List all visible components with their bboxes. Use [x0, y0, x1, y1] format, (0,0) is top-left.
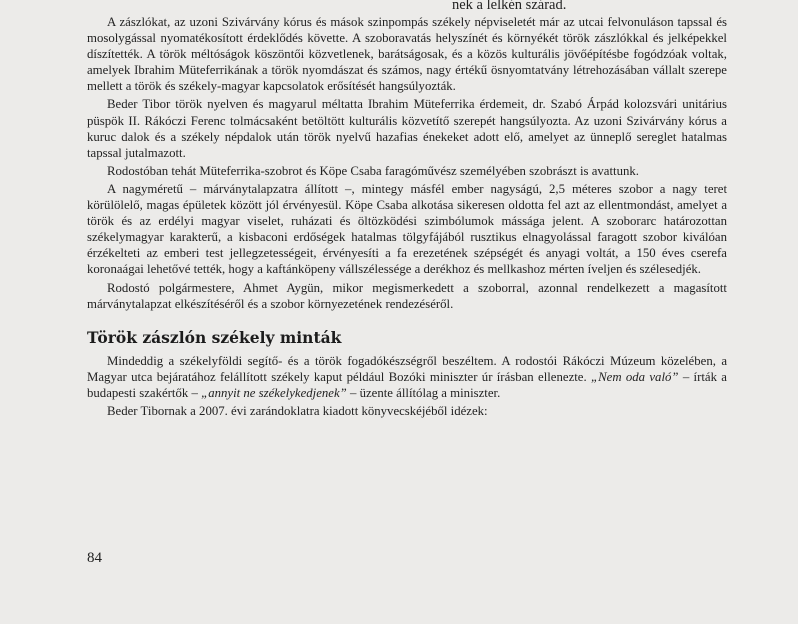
- paragraph-citation-intro: Beder Tibornak a 2007. évi zarándoklatra kiadott könyvecskéjéből idézek:: [107, 403, 488, 418]
- paragraph-speeches: Beder Tibor török nyelven és magyarul méltatta Ibrahim Müteferrika érdemeit, dr. Szabó Árpád kolozsvári unitárius püspök II. Rákóczi Ferenc tolmácsaként betöltött kulturális közvetítő szerepét hangsúlyozta. Az uzoni Szivárvány kórus a kuruc dalok és a székely népdalok után török nyelvű hazafias énekeket adott elő, amelyet az ünneplő sereglet hatalmas tapssal jutalmazott.: [87, 97, 727, 160]
- gate-text-after: – üzente állítólag a miniszter.: [346, 385, 501, 400]
- quote-szekely: „annyit ne székelykedjenek”: [201, 385, 347, 400]
- paragraph-statue-description: A nagyméretű – márványtalapzatra állított –, mintegy másfél ember nagyságú, 2,5 méteres szobor a nagy teret körülölelő, magas épületek között jól érvényesül. Köpe Csaba alkotása sikeresen oldotta fel azt az ellentmondást, amelyet a török és az erdélyi magyar viselet, ruházati és öltözködési szimbólumok mássága jelent. A szoborarc határozottan székelymagyar karakterű, a kisbaconi erdőségek hatalmas tölgyfájából rusztikus elnagyolással faragott szobor kiválóan érzékelteti az emberi test jellegzetességeit, érvényesíti a fa erezetének szépségét és anyagi voltát, a 150 éves cserefa koronaágai lehetővé tették, hogy a kaftánköpeny vállszélessége a derékhoz és mellkashoz mérten íveljen és szélesedjék.: [87, 181, 727, 277]
- paragraph-inauguration: Rodostóban tehát Müteferrika-szobrot és Köpe Csaba faragóművész személyében szobrászt is avattunk.: [107, 163, 639, 178]
- paragraph-szekely-gate: [87, 353, 727, 401]
- body-text: [87, 14, 727, 421]
- quote-not-belonging: „Nem oda való”: [591, 369, 679, 384]
- page-number: 84: [87, 550, 102, 566]
- section-heading: Török zászlón székely minták: [87, 327, 342, 347]
- gate-text-before: Mindeddig a székelyföldi segítő- és a török fogadókészségről beszéltem. A rodostói Rákóczi Múzeum közelében, a Magyar utca bejáratához felállított székely kaput például Bozóki miniszter úr írásban ellenezte.: [87, 353, 727, 384]
- paragraph-mayor: Rodostó polgármestere, Ahmet Aygün, mikor megismerkedett a szoborral, azonnal rendelkezett a magasított márványtalapzat elkészítéséről és a szobor környezetének rendezéséről.: [87, 280, 727, 311]
- paragraph-flags-procession: A zászlókat, az uzoni Szivárvány kórus és mások szinpompás székely népviseletét már az utcai felvonuláson tapssal és mosolygással nyomatékosított érdeklődés követte. A szoboravatás helyszínét és környékét török zászlókkal és jelképekkel díszítették. A török méltóságok köszöntői közvetlenek, barátságosak, és a közös kulturális jövőépítésbe fogódzóak voltak, amelyek Ibrahim Müteferrikának a török nyomdászat és számos, nagy értékű ösnyomtatvány létrehozásában vállalt szerepe mellett a török és székely-magyar kapcsolatok erősítését hangsúlyozták.: [87, 15, 727, 94]
- previous-text-fragment: nek a lelkén szárad.: [452, 0, 567, 13]
- gate-text-middle: – írták a budapesti szakértők –: [87, 369, 727, 400]
